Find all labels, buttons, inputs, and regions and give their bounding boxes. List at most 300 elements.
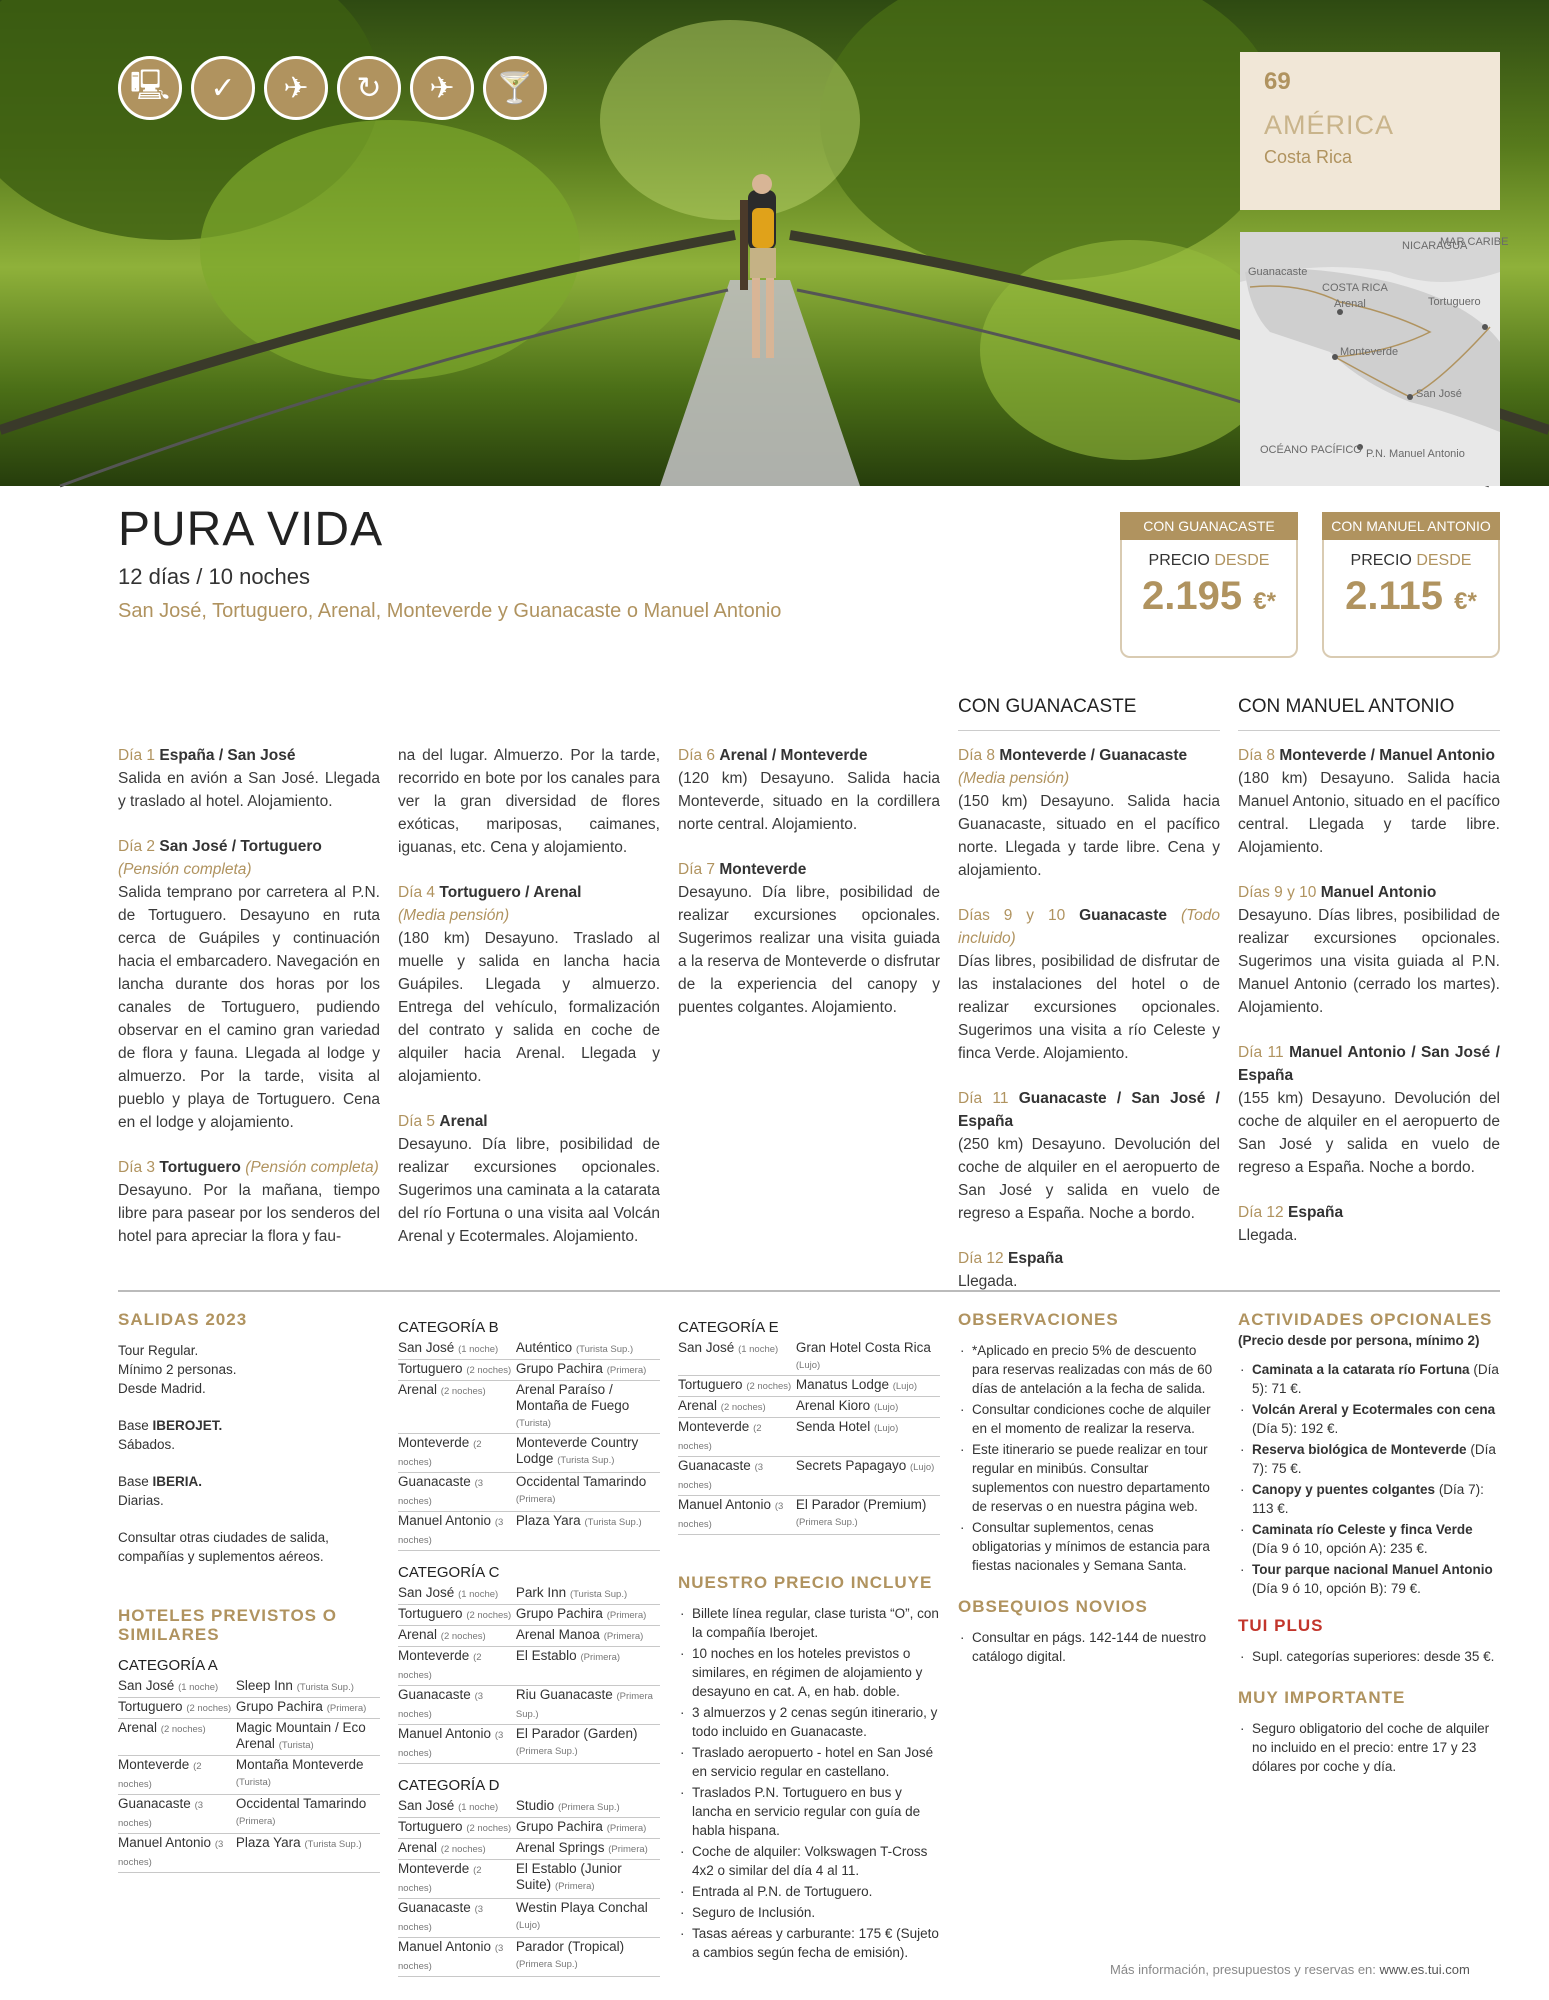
meal-plan: (Media pensión): [958, 770, 1070, 787]
hotel-city: San José: [678, 1340, 735, 1355]
hotel-category-label: (Primera): [608, 1844, 648, 1855]
hotel-row: [398, 1647, 660, 1686]
hotel-city: Manuel Antonio: [398, 1939, 492, 1954]
hotel-row: [398, 1512, 660, 1551]
hotel-category-label: (Turista Sup.): [584, 1517, 642, 1528]
hotel-name-cell: [516, 1626, 660, 1647]
list-item: · Billete línea regular, clase turista “O”, con la compañía Iberojet.: [678, 1604, 940, 1642]
important-list: [1238, 1719, 1500, 1776]
itinerary-column-4: [958, 744, 1220, 1315]
day-number: Día 2: [118, 838, 156, 855]
observations-list: [958, 1341, 1220, 1575]
hotel-name-cell: [796, 1496, 940, 1535]
hotel-category-label: (Primera Sup.): [515, 1959, 578, 1970]
hotel-nights: (1 noche): [458, 1802, 499, 1813]
day-heading: [1238, 744, 1500, 767]
section-heading: OBSEQUIOS NOVIOS: [958, 1597, 1148, 1616]
hotel-city: San José: [398, 1340, 455, 1355]
day-text: (250 km) Desayuno. Devolución del coche de alquiler en el aeropuerto de San José y salida en vuelo de regreso a España. Noche a bordo.: [958, 1136, 1220, 1222]
hotel-name: Studio: [515, 1798, 555, 1813]
map-label: OCÉANO PACÍFICO: [1260, 444, 1362, 456]
list-item: · Seguro obligatorio del coche de alquiler no incluido en el precio: entre 17 y 23 dólares por coche y día.: [1238, 1719, 1500, 1776]
hotel-name-cell: [516, 1512, 660, 1551]
hotel-category-label: (Turista Sup.): [304, 1839, 362, 1850]
day-block: [1238, 881, 1500, 1019]
hotel-city-cell: [398, 1938, 516, 1977]
hotel-name: Sleep Inn: [235, 1678, 293, 1693]
activity-detail: (Día 5): 192 €.: [1252, 1421, 1339, 1436]
activity-item: [1238, 1520, 1500, 1558]
list-item: · Supl. categorías superiores: desde 35 €.: [1238, 1647, 1500, 1666]
hotel-name-cell: [236, 1756, 380, 1795]
day-text: Desayuno. Día libre, posibilidad de realizar excursiones opcionales. Sugerimos realizar una visita guiada a la reserva de Monteverde o disfrutar de la experiencia del canopy y puentes colgantes. Alojamiento.: [678, 884, 940, 1016]
day-text: Llegada.: [1238, 1227, 1298, 1244]
hotel-city-cell: [398, 1899, 516, 1938]
hotel-category-label: (Turista): [278, 1740, 314, 1751]
hotel-name: Riu Guanacaste: [515, 1687, 613, 1702]
hotel-row: [398, 1360, 660, 1381]
hotel-name-cell: [516, 1860, 660, 1899]
hotel-nights: (2 noches): [160, 1724, 206, 1735]
hotel-category-label: (Primera): [606, 1365, 647, 1376]
hotel-row: [118, 1795, 380, 1834]
hotel-city-cell: [398, 1360, 516, 1381]
hotel-city: Tortuguero: [118, 1699, 183, 1714]
computer-icon: 🖳: [118, 56, 182, 120]
day-title: Monteverde / Guanacaste: [999, 747, 1188, 764]
day-number: Día 6: [678, 747, 716, 764]
hotel-nights: (2 noches): [466, 1365, 512, 1376]
hotel-name: Parador (Tropical): [515, 1939, 625, 1954]
hotel-name: El Establo: [515, 1648, 577, 1663]
hotel-name: Arenal Paraíso / Montaña de Fuego: [515, 1382, 630, 1413]
day-number: Día 5: [398, 1113, 436, 1130]
hotel-category-label: (Turista): [235, 1777, 271, 1788]
hotel-category-label: (Primera Sup.): [795, 1517, 858, 1528]
meal-plan: (Pensión completa): [245, 1159, 379, 1176]
hotel-name-cell: [516, 1797, 660, 1818]
hotel-city-cell: [118, 1698, 236, 1719]
hotel-row: [678, 1339, 940, 1376]
list-item: · 10 noches en los hoteles previstos o similares, en régimen de alojamiento y desayuno en cat. A, en hab. doble.: [678, 1644, 940, 1701]
day-title: España: [1287, 1204, 1344, 1221]
day-title: España / San José: [159, 747, 296, 764]
hotel-name: El Parador (Garden): [515, 1726, 638, 1741]
hotel-nights: (3 noches): [678, 1501, 784, 1530]
activities-list: [1238, 1360, 1500, 1598]
hotel-city-cell: [678, 1339, 796, 1376]
day-heading: [1238, 881, 1500, 904]
day-number: Días 9 y 10: [958, 907, 1066, 924]
hotel-city: Manuel Antonio: [678, 1497, 772, 1512]
hotel-name-cell: [516, 1381, 660, 1434]
meal-plan: (Pensión completa): [118, 861, 252, 878]
price-tab: CON MANUEL ANTONIO: [1322, 512, 1500, 540]
hotel-city: Arenal: [398, 1840, 438, 1855]
hotel-name-cell: [516, 1938, 660, 1977]
hotel-categories-b-c-d: [398, 1310, 660, 1977]
map-label: P.N. Manuel Antonio: [1366, 448, 1465, 460]
list-item: · Coche de alquiler: Volkswagen T-Cross 4x2 o similar del día 4 al 11.: [678, 1842, 940, 1880]
hotel-city: Arenal: [398, 1627, 438, 1642]
section-heading: SALIDAS 2023: [118, 1310, 248, 1329]
hotel-nights: (3 noches): [118, 1800, 204, 1829]
section-heading: TUI PLUS: [1238, 1616, 1324, 1635]
hotel-city-cell: [398, 1339, 516, 1360]
day-block: [1238, 744, 1500, 859]
hotel-name-cell: [516, 1584, 660, 1605]
day-block: [958, 744, 1220, 882]
hotel-table: [118, 1677, 380, 1873]
category-title: CATEGORÍA C: [398, 1564, 500, 1581]
hotel-row: [678, 1496, 940, 1535]
hotel-row: [678, 1418, 940, 1457]
hotel-name: Occidental Tamarindo: [235, 1796, 367, 1811]
includes-list: [678, 1604, 940, 1962]
hotel-category-label: (Turista Sup.): [296, 1682, 354, 1693]
hotel-city: San José: [118, 1678, 175, 1693]
day-text: (120 km) Desayuno. Salida hacia Monteverde, situado en la cordillera norte central. Alojamiento.: [678, 770, 940, 833]
price-box-guanacaste: [1120, 512, 1298, 658]
day-heading: [398, 1110, 660, 1133]
hotel-city: Guanacaste: [398, 1687, 471, 1702]
day-heading: [1238, 1041, 1500, 1087]
hotel-category-label: (Primera): [606, 1823, 647, 1834]
hotel-row: [398, 1686, 660, 1725]
hotel-name: Grupo Pachira: [515, 1819, 603, 1834]
hotel-city: Monteverde: [118, 1757, 190, 1772]
day-heading: [958, 904, 1220, 950]
map-label: Tortuguero: [1428, 296, 1481, 308]
hotel-nights: (1 noche): [738, 1344, 779, 1355]
day-title: Arenal / Monteverde: [719, 747, 868, 764]
hotel-nights: (3 noches): [398, 1478, 484, 1507]
price-value: 2.195 €*: [1142, 574, 1276, 618]
day-title: Tortuguero: [159, 1159, 241, 1176]
hotel-category-e-and-includes: [678, 1310, 940, 1964]
hotel-name-cell: [516, 1434, 660, 1473]
hotel-row: [398, 1818, 660, 1839]
activity-name: Caminata a la catarata río Fortuna: [1252, 1362, 1470, 1377]
day-title: Manuel Antonio: [1320, 884, 1437, 901]
hotel-city: Tortuguero: [398, 1361, 463, 1376]
hotel-row: [398, 1938, 660, 1977]
hotel-nights: (3 noches): [398, 1730, 504, 1759]
hotel-row: [398, 1626, 660, 1647]
hotel-city: Monteverde: [398, 1861, 470, 1876]
day-title: Arenal: [439, 1113, 488, 1130]
hotel-category-label: (Lujo): [795, 1360, 821, 1371]
hotel-category-label: (Primera Sup.): [557, 1802, 620, 1813]
day-number: Día 8: [1238, 747, 1276, 764]
list-item: · Consultar suplementos, cenas obligatorias y mínimos de estancia para fiestas nacionales y Semana Santa.: [958, 1518, 1220, 1575]
day-number: Día 11: [958, 1090, 1009, 1107]
list-item: · 3 almuerzos y 2 cenas según itinerario, y todo incluido en Guanacaste.: [678, 1703, 940, 1741]
hotel-city: Manuel Antonio: [398, 1726, 492, 1741]
hotel-name: Grupo Pachira: [515, 1361, 603, 1376]
activity-item: [1238, 1560, 1500, 1598]
day-block: [958, 1247, 1220, 1293]
hotel-category-label: (Primera Sup.): [515, 1691, 653, 1720]
activities-section: [1238, 1310, 1500, 1778]
hotel-city-cell: [398, 1381, 516, 1434]
day-number: Día 12: [958, 1250, 1004, 1267]
hotel-nights: (3 noches): [398, 1517, 504, 1546]
list-item: · Tasas aéreas y carburante: 175 € (Sujeto a cambios según fecha de emisión).: [678, 1924, 940, 1962]
day-text: Desayuno. Día libre, posibilidad de realizar excursiones opcionales. Sugerimos una caminata a la catarata del río Fortuna o una visita aal Volcán Arenal y Ecotermales. Alojamiento.: [398, 1136, 660, 1245]
day-heading: [958, 1087, 1220, 1133]
day-text: Desayuno. Días libres, posibilidad de realizar excursiones opcionales. Sugerimos una visita guiada al P.N. Manuel Antonio (cerrado los martes). Alojamiento.: [1238, 907, 1500, 1016]
day-heading: [118, 1156, 380, 1179]
list-item: · Consultar condiciones coche de alquiler en el momento de realizar la reserva.: [958, 1400, 1220, 1438]
hotel-city-cell: [678, 1418, 796, 1457]
itinerary-column-5: [1238, 744, 1500, 1269]
price-label: PRECIO DESDE: [1148, 552, 1270, 569]
hotel-category-label: (Turista Sup.): [569, 1589, 628, 1600]
page-number: 69: [1264, 68, 1291, 95]
hotel-category-label: (Primera): [603, 1631, 644, 1642]
day-text: Llegada.: [958, 1273, 1018, 1290]
hotel-city-cell: [398, 1584, 516, 1605]
day-number: Día 3: [118, 1159, 156, 1176]
hotel-nights: (2 noches): [186, 1703, 232, 1714]
activity-detail: (Día 5): 71 €.: [1252, 1362, 1499, 1396]
price-label: PRECIO DESDE: [1350, 552, 1472, 569]
day-text: (180 km) Desayuno. Salida hacia Manuel Antonio, situado en el pacífico central. Llegada y tarde libre. Alojamiento.: [1238, 770, 1500, 856]
hotel-city-cell: [398, 1839, 516, 1860]
hotel-city-cell: [398, 1647, 516, 1686]
hotel-city: Arenal: [398, 1382, 438, 1397]
hotel-city: San José: [398, 1798, 455, 1813]
hotel-category-label: (Primera): [554, 1881, 595, 1892]
hotel-nights: (3 noches): [398, 1904, 484, 1933]
hotel-row: [678, 1397, 940, 1418]
day-block: [678, 744, 940, 836]
hotel-name-cell: [516, 1473, 660, 1512]
day-number: Día 8: [958, 747, 996, 764]
activity-item: [1238, 1440, 1500, 1478]
day-block: [1238, 1201, 1500, 1247]
hotel-category-label: (Primera): [235, 1816, 276, 1827]
hotel-category-label: (Primera): [326, 1703, 367, 1714]
hotel-nights: (2 noches): [720, 1402, 766, 1413]
hotel-nights: (2 noches): [398, 1652, 482, 1681]
activity-detail: (Día 9 ó 10, opción A): 235 €.: [1252, 1541, 1428, 1556]
hotel-city-cell: [398, 1818, 516, 1839]
activity-item: [1238, 1400, 1500, 1438]
day-number: Día 1: [118, 747, 156, 764]
hotel-name-cell: [516, 1647, 660, 1686]
hotel-category-label: (Turista): [515, 1418, 551, 1429]
hotel-city: Guanacaste: [118, 1796, 191, 1811]
hotel-category-label: (Lujo): [892, 1381, 918, 1392]
hotel-name-cell: [516, 1686, 660, 1725]
day-text: (180 km) Desayuno. Traslado al muelle y salida en lancha hacia Guápiles. Llegada y almuerzo. Entrega del vehículo, formalización del contrato y salida en coche de alquiler hacia Arenal. Llegada y alojamiento.: [398, 930, 660, 1085]
hotel-category: [398, 1318, 660, 1551]
hotel-city: Manuel Antonio: [118, 1835, 212, 1850]
hotel-city: Arenal: [678, 1398, 718, 1413]
hotel-row: [398, 1381, 660, 1434]
hotel-nights: (1 noche): [458, 1344, 499, 1355]
hotel-city-cell: [678, 1457, 796, 1496]
day-title: Tortuguero / Arenal: [439, 884, 582, 901]
hotel-name: Montaña Monteverde: [235, 1757, 364, 1772]
day-title: Monteverde: [719, 861, 807, 878]
activity-name: Volcán Areral y Ecotermales con cena: [1252, 1402, 1496, 1417]
day-block: [118, 744, 380, 813]
hotel-name-cell: [796, 1457, 940, 1496]
hotel-category: [118, 1656, 380, 1873]
hotel-city: Tortuguero: [678, 1377, 743, 1392]
hotel-name: Grupo Pachira: [235, 1699, 323, 1714]
column-title-manuel-antonio: CON MANUEL ANTONIO: [1238, 696, 1500, 731]
list-item: · Seguro de Inclusión.: [678, 1903, 940, 1922]
hotel-name: Monteverde Country Lodge: [515, 1435, 639, 1466]
departures-section: SALIDAS 2023 Tour Regular. Mínimo 2 personas. Desde Madrid. Base IBEROJET. Sábados. Base IBERIA. Diarias. Consultar otras ciudades de salida, compañías y suplementos aéreos. HOTELES PREVISTOS O SIMILARES CATEGORÍA A San José (1 noche) Sleep Inn (Turista Sup.) Tortuguero (2 noches) Grupo Pachira (Primera) Arenal (2 noches) Magic Mountain / Eco Arenal (Turista) Monteverde (2 noches) Montaña Monteverde (Turista) Guanacaste (3 noches) Occidental Tamarindo (Primera) Manuel Antonio (3 noches) Plaza Yara (Turista Sup.): [118, 1310, 380, 1873]
day-text: Desayuno. Por la mañana, tiempo libre para pasear por los senderos del hotel para apreciar la flora y fau-: [118, 1182, 380, 1245]
price-value: 2.115 €*: [1345, 574, 1477, 618]
hotel-name: Magic Mountain / Eco Arenal: [235, 1720, 366, 1751]
hotel-name-cell: [796, 1397, 940, 1418]
day-heading: [958, 1247, 1220, 1270]
website-link[interactable]: www.es.tui.com: [1379, 1962, 1470, 1977]
list-item: · Traslado aeropuerto - hotel en San José en servicio regular en castellano.: [678, 1743, 940, 1781]
day-heading: [678, 858, 940, 881]
hotel-name: Park Inn: [515, 1585, 567, 1600]
continent-label: AMÉRICA: [1264, 110, 1395, 140]
hotel-category: [398, 1776, 660, 1977]
day-text: Salida temprano por carretera al P.N. de Tortuguero. Desayuno en ruta cerca de Guápiles y continuación hacia el embarcadero. Navegación en lancha durante dos horas por los canales de Tortuguero, pudiendo observar en el camino gran variedad de flora y fauna. Llegada al lodge y almuerzo. Por la tarde, visita al pueblo y playa de Tortuguero. Cena en el lodge y alojamiento.: [118, 884, 380, 1131]
activities-subtitle: (Precio desde por persona, mínimo 2): [1238, 1333, 1480, 1348]
hotel-row: [398, 1797, 660, 1818]
hotel-name: Plaza Yara: [515, 1513, 581, 1528]
hotel-name: Senda Hotel: [795, 1419, 871, 1434]
day-heading: [118, 744, 380, 767]
hotel-row: [398, 1584, 660, 1605]
hotel-table: [398, 1584, 660, 1764]
day-block: [118, 835, 380, 1134]
hotel-name: Arenal Manoa: [515, 1627, 600, 1642]
activity-detail: (Día 7): 113 €.: [1252, 1482, 1484, 1516]
hotel-category-label: (Lujo): [873, 1423, 899, 1434]
hotel-name: Auténtico: [515, 1340, 573, 1355]
hotel-name-cell: [236, 1834, 380, 1873]
hotel-nights: (2 noches): [398, 1865, 482, 1894]
section-heading: NUESTRO PRECIO INCLUYE: [678, 1573, 933, 1592]
itinerary-column-2: [398, 744, 660, 1270]
section-heading: OBSERVACIONES: [958, 1310, 1119, 1329]
hotel-name-cell: [796, 1339, 940, 1376]
hotel-table: [398, 1797, 660, 1977]
map-label: COSTA RICA: [1322, 282, 1388, 294]
observations-section: [958, 1310, 1220, 1668]
map-label: Monteverde: [1340, 346, 1399, 358]
hotel-category-label: (Primera): [515, 1494, 556, 1505]
day-title: Guanacaste: [1079, 907, 1168, 924]
hotel-city: Monteverde: [398, 1435, 470, 1450]
activity-detail: (Día 9 ó 10, opción B): 79 €.: [1252, 1581, 1421, 1596]
hotel-city-cell: [398, 1605, 516, 1626]
day-text: Salida en avión a San José. Llegada y traslado al hotel. Alojamiento.: [118, 770, 380, 810]
day-title: Manuel Antonio / San José / España: [1238, 1044, 1500, 1084]
hotel-nights: (2 noches): [440, 1386, 486, 1397]
hotel-row: [398, 1434, 660, 1473]
hotel-row: [398, 1839, 660, 1860]
hotel-row: [398, 1473, 660, 1512]
hotel-name: Secrets Papagayo: [795, 1458, 907, 1473]
hotel-row: [398, 1339, 660, 1360]
hotel-name-cell: [516, 1839, 660, 1860]
list-item: · Este itinerario se puede realizar en tour regular en minibús. Consultar suplementos con nuestro departamento de reservas o en nuestra página web.: [958, 1440, 1220, 1516]
hotel-name: Plaza Yara: [235, 1835, 301, 1850]
day-number: Día 7: [678, 861, 716, 878]
category-title: CATEGORÍA B: [398, 1319, 499, 1336]
hotel-nights: (2 noches): [466, 1823, 512, 1834]
hotel-name: Arenal Kioro: [795, 1398, 871, 1413]
hotel-name-cell: [516, 1899, 660, 1938]
hotel-name-cell: [516, 1339, 660, 1360]
section-heading: MUY IMPORTANTE: [1238, 1688, 1406, 1707]
hotel-city: Guanacaste: [398, 1900, 471, 1915]
hotel-nights: (3 noches): [118, 1839, 224, 1868]
hotel-row: [398, 1860, 660, 1899]
tui-plus-list: [1238, 1647, 1500, 1666]
hotel-city-cell: [398, 1725, 516, 1764]
hotel-name: Westin Playa Conchal: [515, 1900, 648, 1915]
list-item: · *Aplicado en precio 5% de descuento para reservas realizadas con más de 60 días de antelación a la fecha de salida.: [958, 1341, 1220, 1398]
hotel-row: [398, 1899, 660, 1938]
hotel-city-cell: [118, 1756, 236, 1795]
map-label: MAR CARIBE: [1440, 236, 1509, 248]
day-block: [958, 1087, 1220, 1225]
list-item: · Consultar en págs. 142-144 de nuestro catálogo digital.: [958, 1628, 1220, 1666]
section-heading: HOTELES PREVISTOS O SIMILARES: [118, 1606, 337, 1644]
price-tab: CON GUANACASTE: [1120, 512, 1298, 540]
day-number: Día 11: [1238, 1044, 1284, 1061]
day-text: (150 km) Desayuno. Salida hacia Guanacaste, situado en el pacífico norte. Llegada y tarde libre. Cena y alojamiento.: [958, 793, 1220, 879]
hotel-city: Guanacaste: [398, 1474, 471, 1489]
hotel-nights: (1 noche): [178, 1682, 219, 1693]
day-number: Día 12: [1238, 1204, 1284, 1221]
hotel-row: [118, 1756, 380, 1795]
category-title: CATEGORÍA D: [398, 1777, 500, 1794]
hotel-category-label: (Lujo): [873, 1402, 899, 1413]
day-title: Monteverde / Manuel Antonio: [1279, 747, 1495, 764]
day-text: na del lugar. Almuerzo. Por la tarde, recorrido en bote por los canales para ver la gran diversidad de flores exóticas, mariposas, caimanes, iguanas, etc. Cena y alojamiento.: [398, 747, 660, 856]
section-heading: ACTIVIDADES OPCIONALES: [1238, 1310, 1493, 1329]
day-heading: [1238, 1201, 1500, 1224]
hotel-city-cell: [118, 1795, 236, 1834]
trip-title: PURA VIDA: [118, 503, 384, 556]
hotel-category-label: (Turista Sup.): [575, 1344, 634, 1355]
activity-item: [1238, 1360, 1500, 1398]
map-label: Arenal: [1334, 298, 1366, 310]
hotel-city: Tortuguero: [398, 1819, 463, 1834]
hotel-name-cell: [236, 1698, 380, 1719]
hotel-category-label: (Turista Sup.): [557, 1455, 615, 1466]
hotel-city-cell: [118, 1719, 236, 1756]
service-icons: [118, 56, 547, 120]
hotel-nights: (2 noches): [398, 1439, 482, 1468]
plane-car-icon: ✈: [410, 56, 474, 120]
hotel-row: [118, 1719, 380, 1756]
hotel-city: Guanacaste: [678, 1458, 751, 1473]
day-heading: [118, 835, 380, 858]
hotel-city: Monteverde: [678, 1419, 750, 1434]
day-block: [398, 744, 660, 859]
activity-name: Tour parque nacional Manuel Antonio: [1252, 1562, 1493, 1577]
day-number: Día 4: [398, 884, 436, 901]
